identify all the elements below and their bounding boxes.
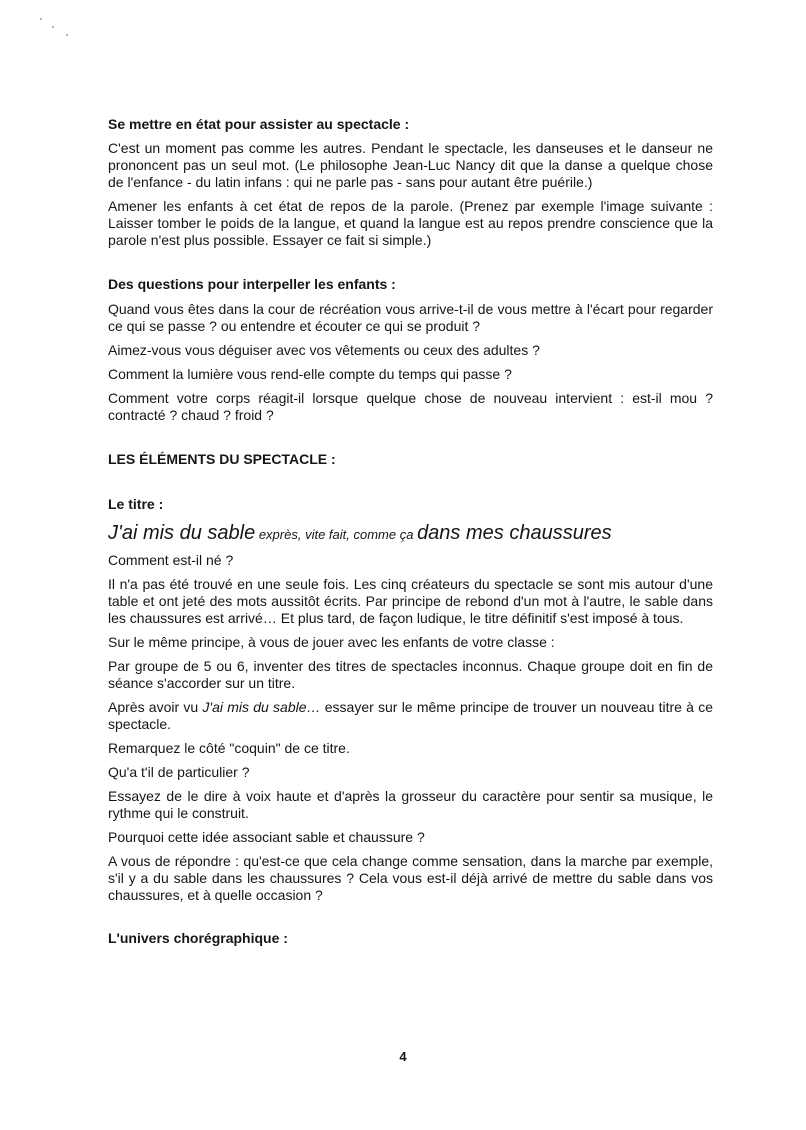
paragraph-repondre: A vous de répondre : qu'est-ce que cela change comme sensation, dans la marche par exemple, s'il y a du sable dans les chaussures ? Cela vous est-il déjà arrivé de mettre du sable dans vos chaussures, et à quelle occasion ? [108, 853, 713, 903]
show-title-part1: J'ai mis du sable [108, 522, 256, 544]
paragraph-coquin: Remarquez le côté "coquin" de ce titre. [108, 740, 350, 756]
paragraph-sable-chaussure: Pourquoi cette idée associant sable et chaussure ? [108, 829, 425, 845]
paragraph-particulier: Qu'a t'il de particulier ? [108, 764, 250, 780]
paragraph-repos-parole: Amener les enfants à cet état de repos de la parole. (Prenez par exemple l'image suivante : Laisser tomber le poids de la langue, et quand la langue est au repos prendre conscience que la parole n'est plus possible. Essayer ce fait si simple.) [108, 198, 713, 248]
show-title-part2: exprès, vite fait, comme ça [255, 527, 418, 542]
paragraph-groupes: Par groupe de 5 ou 6, inventer des titres de spectacles inconnus. Chaque groupe doit en fin de séance s'accorder sur un titre. [108, 658, 713, 691]
paragraph-naissance: Comment est-il né ? [108, 552, 234, 568]
scan-speck [52, 26, 54, 28]
question-recreation: Quand vous êtes dans la cour de récréation vous arrive-t-il de vous mettre à l'écart pour regarder ce qui se passe ? ou entendre et écouter ce qui se produit ? [108, 301, 713, 334]
question-corps: Comment votre corps réagit-il lorsque quelque chose de nouveau intervient : est-il mou ? contracté ? chaud ? froid ? [108, 390, 713, 423]
paragraph-creation: Il n'a pas été trouvé en une seule fois. Les cinq créateurs du spectacle se sont mis autour d'une table et ont jeté des mots aussitôt écrits. Par principe de rebond d'un mot à l'autre, le sable dans les chaussures est arrivé… Et plus tard, de façon ludique, le titre définitif s'est imposé à tous. [108, 576, 713, 626]
heading-questions: Des questions pour interpeller les enfants : [108, 276, 396, 292]
heading-univers: L'univers chorégraphique : [108, 930, 288, 946]
heading-preparation: Se mettre en état pour assister au spectacle : [108, 116, 410, 132]
text-titre-italique: J'ai mis du sable… [202, 699, 321, 715]
show-title [108, 521, 713, 547]
heading-titre: Le titre : [108, 496, 164, 512]
scan-speck [40, 18, 42, 20]
question-lumiere: Comment la lumière vous rend-elle compte du temps qui passe ? [108, 366, 512, 382]
heading-elements: LES ÉLÉMENTS DU SPECTACLE : [108, 451, 336, 467]
document-body [108, 116, 713, 947]
text-apres-avoir-vu: Après avoir vu [108, 699, 203, 715]
show-title-part3: dans mes chaussures [417, 522, 612, 544]
paragraph-moment: C'est un moment pas comme les autres. Pendant le spectacle, les danseuses et le danseur ne prononcent pas un seul mot. (Le philosophe Jean-Luc Nancy dit que la danse a quelque chose de l'enfance - du latin infans : qui ne parle pas - sans pour autant être puérile.) [108, 140, 713, 190]
paragraph-apres-spectacle [108, 699, 713, 733]
question-deguiser: Aimez-vous vous déguiser avec vos vêtements ou ceux des adultes ? [108, 342, 540, 358]
page-number: 4 [399, 1049, 407, 1064]
scan-speck [66, 34, 68, 36]
paragraph-principe: Sur le même principe, à vous de jouer avec les enfants de votre classe : [108, 634, 555, 650]
text-essayer: essayer sur le même principe de trouver un nouveau titre à ce spectacle. [108, 699, 713, 732]
paragraph-voix-haute: Essayez de le dire à voix haute et d'après la grosseur du caractère pour sentir sa musique, le rythme qui le construit. [108, 788, 713, 821]
